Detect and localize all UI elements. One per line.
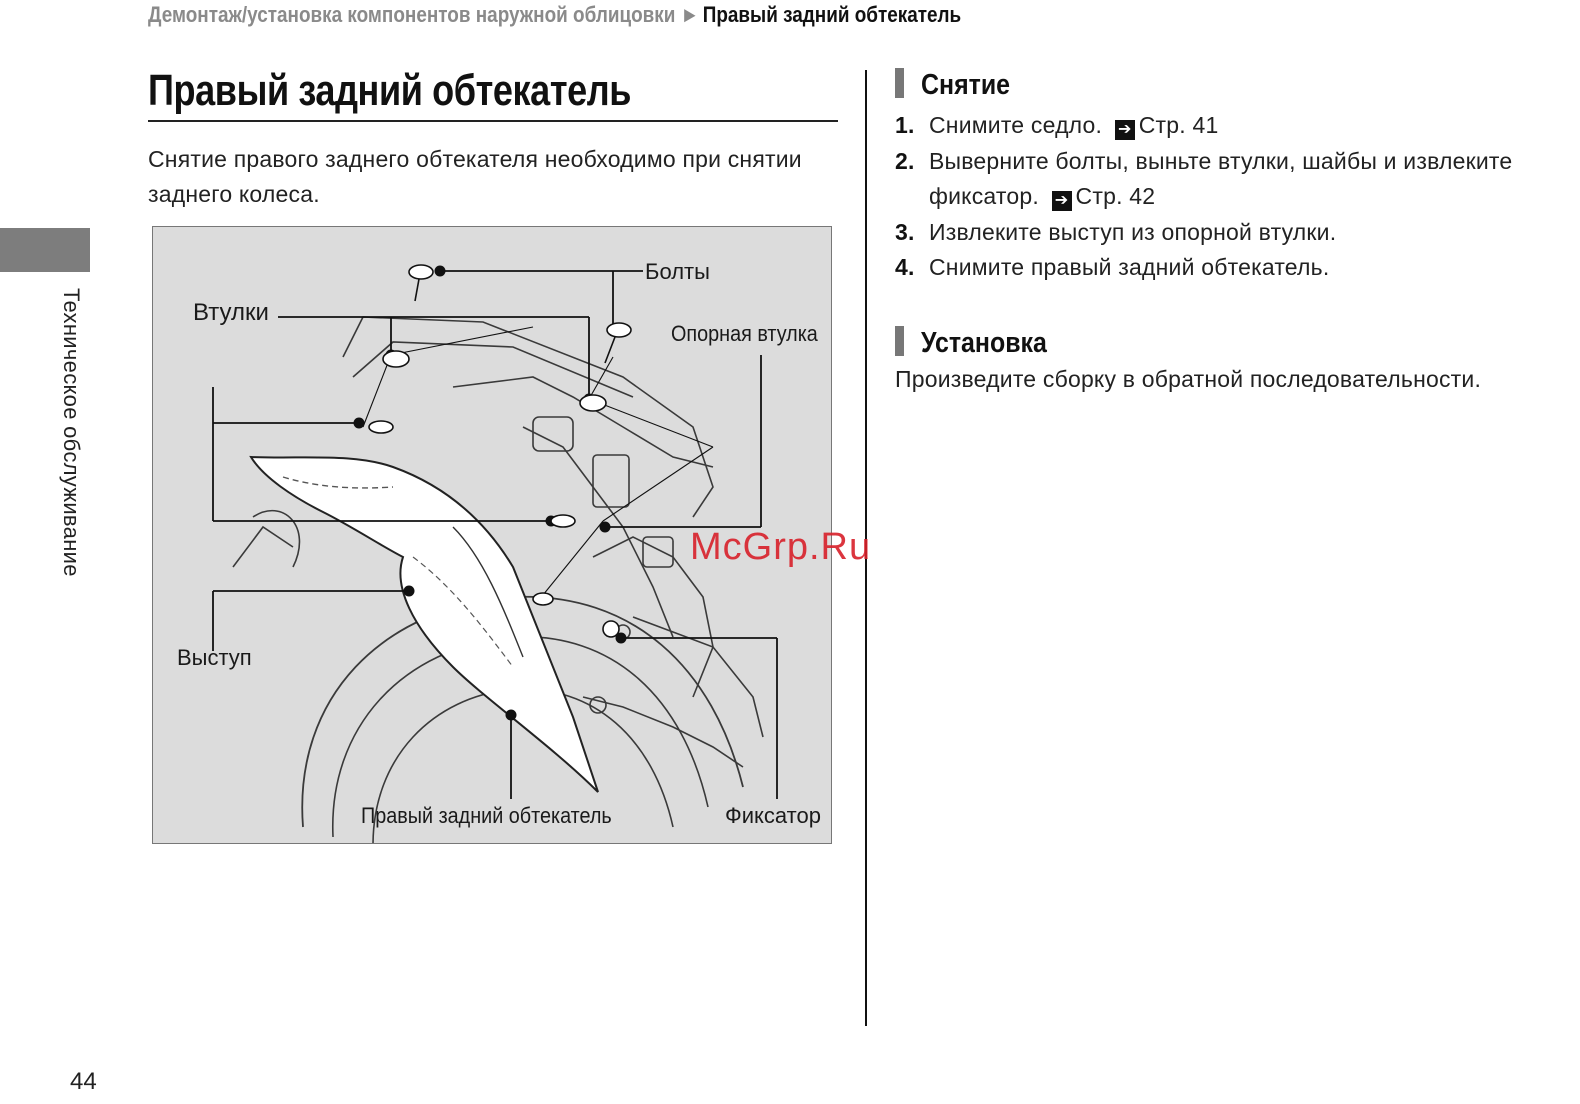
page-ref-link[interactable]: Стр. 42 <box>1075 183 1156 209</box>
page-title: Правый задний обтекатель <box>148 66 632 115</box>
arrow-ref-icon[interactable]: ➔ <box>1115 120 1135 140</box>
page-ref-link[interactable]: Стр. 41 <box>1138 112 1219 138</box>
callout-collars: Втулки <box>193 299 269 326</box>
step-text: Снимите седло. <box>929 112 1103 138</box>
step-item <box>895 144 1575 215</box>
breadcrumb-arrow-icon: ► <box>680 2 700 27</box>
watermark: McGrp.Ru <box>690 526 872 568</box>
step-text: Извлеките выступ из опорной втулки. <box>929 218 1337 245</box>
step-item <box>895 215 1575 251</box>
installation-heading: Установка <box>895 326 1067 360</box>
callout-bolts: Болты <box>645 259 710 284</box>
chapter-tab[interactable] <box>0 228 90 272</box>
page-number: 44 <box>70 1068 97 1095</box>
callout-grommet: Опорная втулка <box>671 321 818 346</box>
removal-heading: Снятие <box>895 68 1025 102</box>
step-text: Выверните болты, выньте втулки, шайбы и извлеките фиксатор. <box>929 147 1513 209</box>
chapter-label: Техническое обслуживание <box>59 288 84 577</box>
breadcrumb-current: Правый задний обтекатель <box>702 2 962 27</box>
intro-paragraph: Снятие правого заднего обтекателя необходимо при снятии заднего колеса. <box>148 146 802 207</box>
breadcrumb-parent[interactable]: Демонтаж/установка компонентов наружной облицовки <box>148 2 676 27</box>
callout-clip: Фиксатор <box>725 803 821 828</box>
step-number: 1. <box>895 112 915 138</box>
heading-bar-icon <box>895 68 904 98</box>
removal-steps <box>895 108 1575 286</box>
callout-tab: Выступ <box>177 645 252 670</box>
title-rule <box>148 120 838 122</box>
step-number: 2. <box>895 147 915 174</box>
step-item <box>895 108 1575 144</box>
arrow-ref-icon[interactable]: ➔ <box>1052 191 1072 211</box>
installation-text: Произведите сборку в обратной последовательности. <box>895 366 1482 392</box>
step-item <box>895 250 1575 286</box>
callout-cover: Правый задний обтекатель <box>361 803 612 828</box>
step-text: Снимите правый задний обтекатель. <box>929 254 1330 280</box>
heading-bar-icon <box>895 326 904 356</box>
step-number: 4. <box>895 254 915 280</box>
breadcrumb <box>148 2 1094 28</box>
step-number: 3. <box>895 218 915 245</box>
